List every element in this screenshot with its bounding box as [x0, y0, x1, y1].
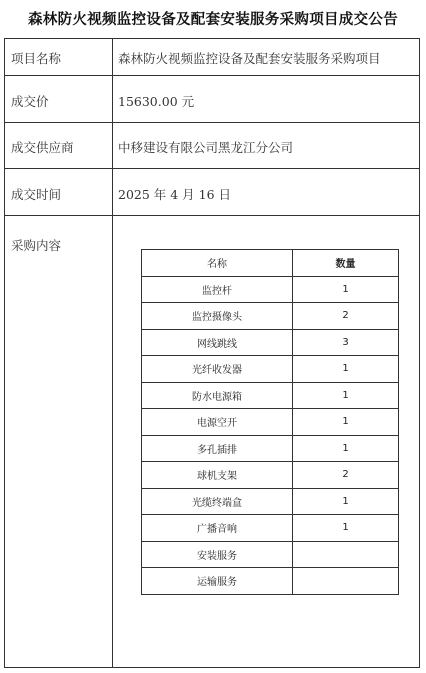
item-name: 监控杆: [142, 276, 293, 303]
announcement-table: [4, 38, 420, 668]
table-row: [142, 515, 399, 542]
item-name: 网线跳线: [142, 329, 293, 356]
item-qty: 3: [293, 329, 399, 356]
row-price: [5, 76, 419, 123]
table-row: [142, 303, 399, 330]
item-name: 防水电源箱: [142, 382, 293, 409]
item-name: 球机支架: [142, 462, 293, 489]
table-row: [142, 409, 399, 436]
item-qty: 1: [293, 488, 399, 515]
item-qty: 1: [293, 515, 399, 542]
supplier-label: 成交供应商: [11, 140, 74, 155]
supplier-value: 中移建设有限公司黑龙江分公司: [118, 140, 294, 155]
item-qty: 1: [293, 382, 399, 409]
item-qty: 2: [293, 462, 399, 489]
item-qty: 2: [293, 303, 399, 330]
price-label: 成交价: [11, 94, 49, 109]
table-row: [142, 356, 399, 383]
item-name: 光纤收发器: [142, 356, 293, 383]
content-label: 采购内容: [11, 238, 62, 253]
table-row: [142, 462, 399, 489]
item-qty: [293, 568, 399, 595]
table-row: [142, 382, 399, 409]
price-value: 15630.00 元: [118, 94, 195, 109]
item-qty: 1: [293, 356, 399, 383]
item-name: 多孔插排: [142, 435, 293, 462]
item-name: 安装服务: [142, 541, 293, 568]
time-label: 成交时间: [11, 187, 62, 202]
table-row: [142, 276, 399, 303]
page-title: 森林防火视频监控设备及配套安装服务采购项目成交公告: [28, 12, 398, 28]
item-qty: 1: [293, 435, 399, 462]
header-name: 名称: [142, 250, 293, 277]
table-row: [142, 435, 399, 462]
item-name: 运输服务: [142, 568, 293, 595]
row-supplier: [5, 123, 419, 169]
time-value: 2025 年 4 月 16 日: [118, 187, 232, 202]
row-project-name: [5, 39, 419, 76]
item-qty: 1: [293, 276, 399, 303]
items-header-row: [142, 250, 399, 277]
project-name-value: 森林防火视频监控设备及配套安装服务采购项目: [118, 51, 381, 66]
table-row: [142, 329, 399, 356]
item-qty: 1: [293, 409, 399, 436]
header-qty: 数量: [293, 250, 399, 277]
table-row: [142, 488, 399, 515]
item-qty: [293, 541, 399, 568]
table-row: [142, 568, 399, 595]
table-row: [142, 541, 399, 568]
item-name: 广播音响: [142, 515, 293, 542]
item-name: 监控摄像头: [142, 303, 293, 330]
project-name-label: 项目名称: [11, 51, 62, 66]
item-name: 电源空开: [142, 409, 293, 436]
item-name: 光缆终端盒: [142, 488, 293, 515]
row-time: [5, 169, 419, 216]
items-table: [141, 249, 399, 595]
